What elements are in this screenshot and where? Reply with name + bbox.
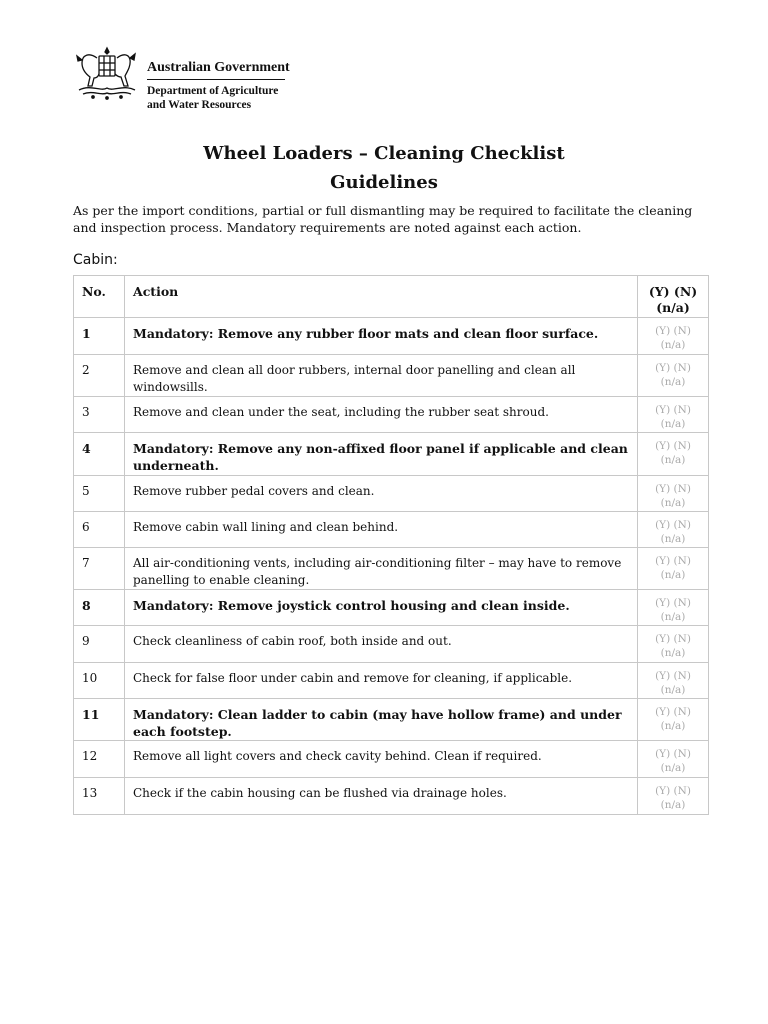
- yn-option-y-n[interactable]: (Y) (N): [655, 483, 691, 495]
- row-action: Remove cabin wall lining and clean behind.: [125, 512, 638, 548]
- yn-option-na[interactable]: (n/a): [660, 720, 686, 732]
- document-title: Wheel Loaders – Cleaning Checklist: [203, 143, 565, 164]
- row-yn-options[interactable]: [638, 590, 709, 626]
- row-action: Remove and clean all door rubbers, internal door panelling and clean all windowsills.: [125, 355, 638, 397]
- row-number: 3: [74, 397, 125, 433]
- yn-option-na[interactable]: (n/a): [660, 376, 686, 388]
- row-yn-options[interactable]: [638, 741, 709, 778]
- table-header-row: [74, 276, 709, 318]
- row-yn-options[interactable]: [638, 318, 709, 355]
- row-action: Mandatory: Remove joystick control housing and clean inside.: [125, 590, 638, 626]
- row-number: 9: [74, 626, 125, 663]
- yn-option-na[interactable]: (n/a): [660, 647, 686, 659]
- yn-option-y-n[interactable]: (Y) (N): [655, 519, 691, 531]
- yn-option-na[interactable]: (n/a): [660, 762, 686, 774]
- row-yn-options[interactable]: [638, 699, 709, 741]
- row-number: 8: [74, 590, 125, 626]
- yn-option-y-n[interactable]: (Y) (N): [655, 597, 691, 609]
- government-name: Australian Government: [147, 60, 290, 75]
- row-yn-options[interactable]: [638, 663, 709, 699]
- header-no: No.: [74, 276, 125, 318]
- row-yn-options[interactable]: [638, 512, 709, 548]
- yn-option-y-n[interactable]: (Y) (N): [655, 670, 691, 682]
- row-action: Mandatory: Remove any non-affixed floor panel if applicable and clean underneath.: [125, 433, 638, 476]
- row-number: 2: [74, 355, 125, 397]
- table-row: [74, 355, 709, 397]
- yn-option-na[interactable]: (n/a): [660, 454, 686, 466]
- row-action: Remove all light covers and check cavity behind. Clean if required.: [125, 741, 638, 778]
- row-yn-options[interactable]: [638, 626, 709, 663]
- coat-of-arms-icon: [73, 46, 141, 102]
- row-action: Check for false floor under cabin and remove for cleaning, if applicable.: [125, 663, 638, 699]
- yn-option-y-n[interactable]: (Y) (N): [655, 785, 691, 797]
- row-action: Mandatory: Clean ladder to cabin (may have hollow frame) and under each footstep.: [125, 699, 638, 741]
- row-number: 5: [74, 476, 125, 512]
- yn-option-na[interactable]: (n/a): [660, 533, 686, 545]
- yn-option-na[interactable]: (n/a): [660, 684, 686, 696]
- row-number: 12: [74, 741, 125, 778]
- government-header: [73, 46, 313, 111]
- table-row: [74, 397, 709, 433]
- yn-option-y-n[interactable]: (Y) (N): [655, 633, 691, 645]
- table-row: [74, 663, 709, 699]
- row-action: Mandatory: Remove any rubber floor mats and clean floor surface.: [125, 318, 638, 355]
- table-row: [74, 590, 709, 626]
- table-row: [74, 699, 709, 741]
- row-action: All air-conditioning vents, including air-conditioning filter – may have to remove panelling to enable cleaning.: [125, 548, 638, 590]
- yn-option-na[interactable]: (n/a): [660, 339, 686, 351]
- header-yn-line1: (Y) (N): [648, 284, 698, 299]
- yn-option-na[interactable]: (n/a): [660, 799, 686, 811]
- intro-paragraph: As per the import conditions, partial or full dismantling may be required to facilitate the cleaning and inspection process. Mandatory requirements are noted against each action.: [73, 203, 693, 235]
- row-number: 11: [74, 699, 125, 741]
- checklist-table: [73, 275, 709, 815]
- yn-option-y-n[interactable]: (Y) (N): [655, 440, 691, 452]
- yn-option-y-n[interactable]: (Y) (N): [655, 748, 691, 760]
- yn-option-na[interactable]: (n/a): [660, 569, 686, 581]
- table-row: [74, 318, 709, 355]
- department-line-2: and Water Resources: [147, 99, 252, 111]
- table-row: [74, 512, 709, 548]
- row-yn-options[interactable]: [638, 476, 709, 512]
- row-action: Check if the cabin housing can be flushed via drainage holes.: [125, 778, 638, 815]
- table-row: [74, 778, 709, 815]
- header-yn: [638, 276, 709, 318]
- yn-option-na[interactable]: (n/a): [660, 418, 686, 430]
- row-action: Remove and clean under the seat, including the rubber seat shroud.: [125, 397, 638, 433]
- table-row: [74, 548, 709, 590]
- row-yn-options[interactable]: [638, 778, 709, 815]
- row-number: 13: [74, 778, 125, 815]
- yn-option-y-n[interactable]: (Y) (N): [655, 325, 691, 337]
- row-yn-options[interactable]: [638, 355, 709, 397]
- row-yn-options[interactable]: [638, 397, 709, 433]
- header-yn-line2: (n/a): [656, 300, 690, 315]
- row-number: 1: [74, 318, 125, 355]
- yn-option-y-n[interactable]: (Y) (N): [655, 362, 691, 374]
- row-number: 4: [74, 433, 125, 476]
- row-number: 6: [74, 512, 125, 548]
- header-action: Action: [125, 276, 638, 318]
- row-number: 10: [74, 663, 125, 699]
- row-action: Check cleanliness of cabin roof, both inside and out.: [125, 626, 638, 663]
- table-row: [74, 476, 709, 512]
- department-identity: [147, 60, 290, 112]
- yn-option-y-n[interactable]: (Y) (N): [655, 404, 691, 416]
- row-yn-options[interactable]: [638, 548, 709, 590]
- header-divider: [147, 79, 285, 80]
- section-title: Cabin:: [73, 252, 118, 268]
- row-number: 7: [74, 548, 125, 590]
- department-line-1: Department of Agriculture: [147, 85, 279, 97]
- table-row: [74, 626, 709, 663]
- yn-option-y-n[interactable]: (Y) (N): [655, 555, 691, 567]
- yn-option-y-n[interactable]: (Y) (N): [655, 706, 691, 718]
- yn-option-na[interactable]: (n/a): [660, 497, 686, 509]
- document-subtitle: Guidelines: [330, 172, 438, 193]
- yn-option-na[interactable]: (n/a): [660, 611, 686, 623]
- row-action: Remove rubber pedal covers and clean.: [125, 476, 638, 512]
- row-yn-options[interactable]: [638, 433, 709, 476]
- table-row: [74, 433, 709, 476]
- table-row: [74, 741, 709, 778]
